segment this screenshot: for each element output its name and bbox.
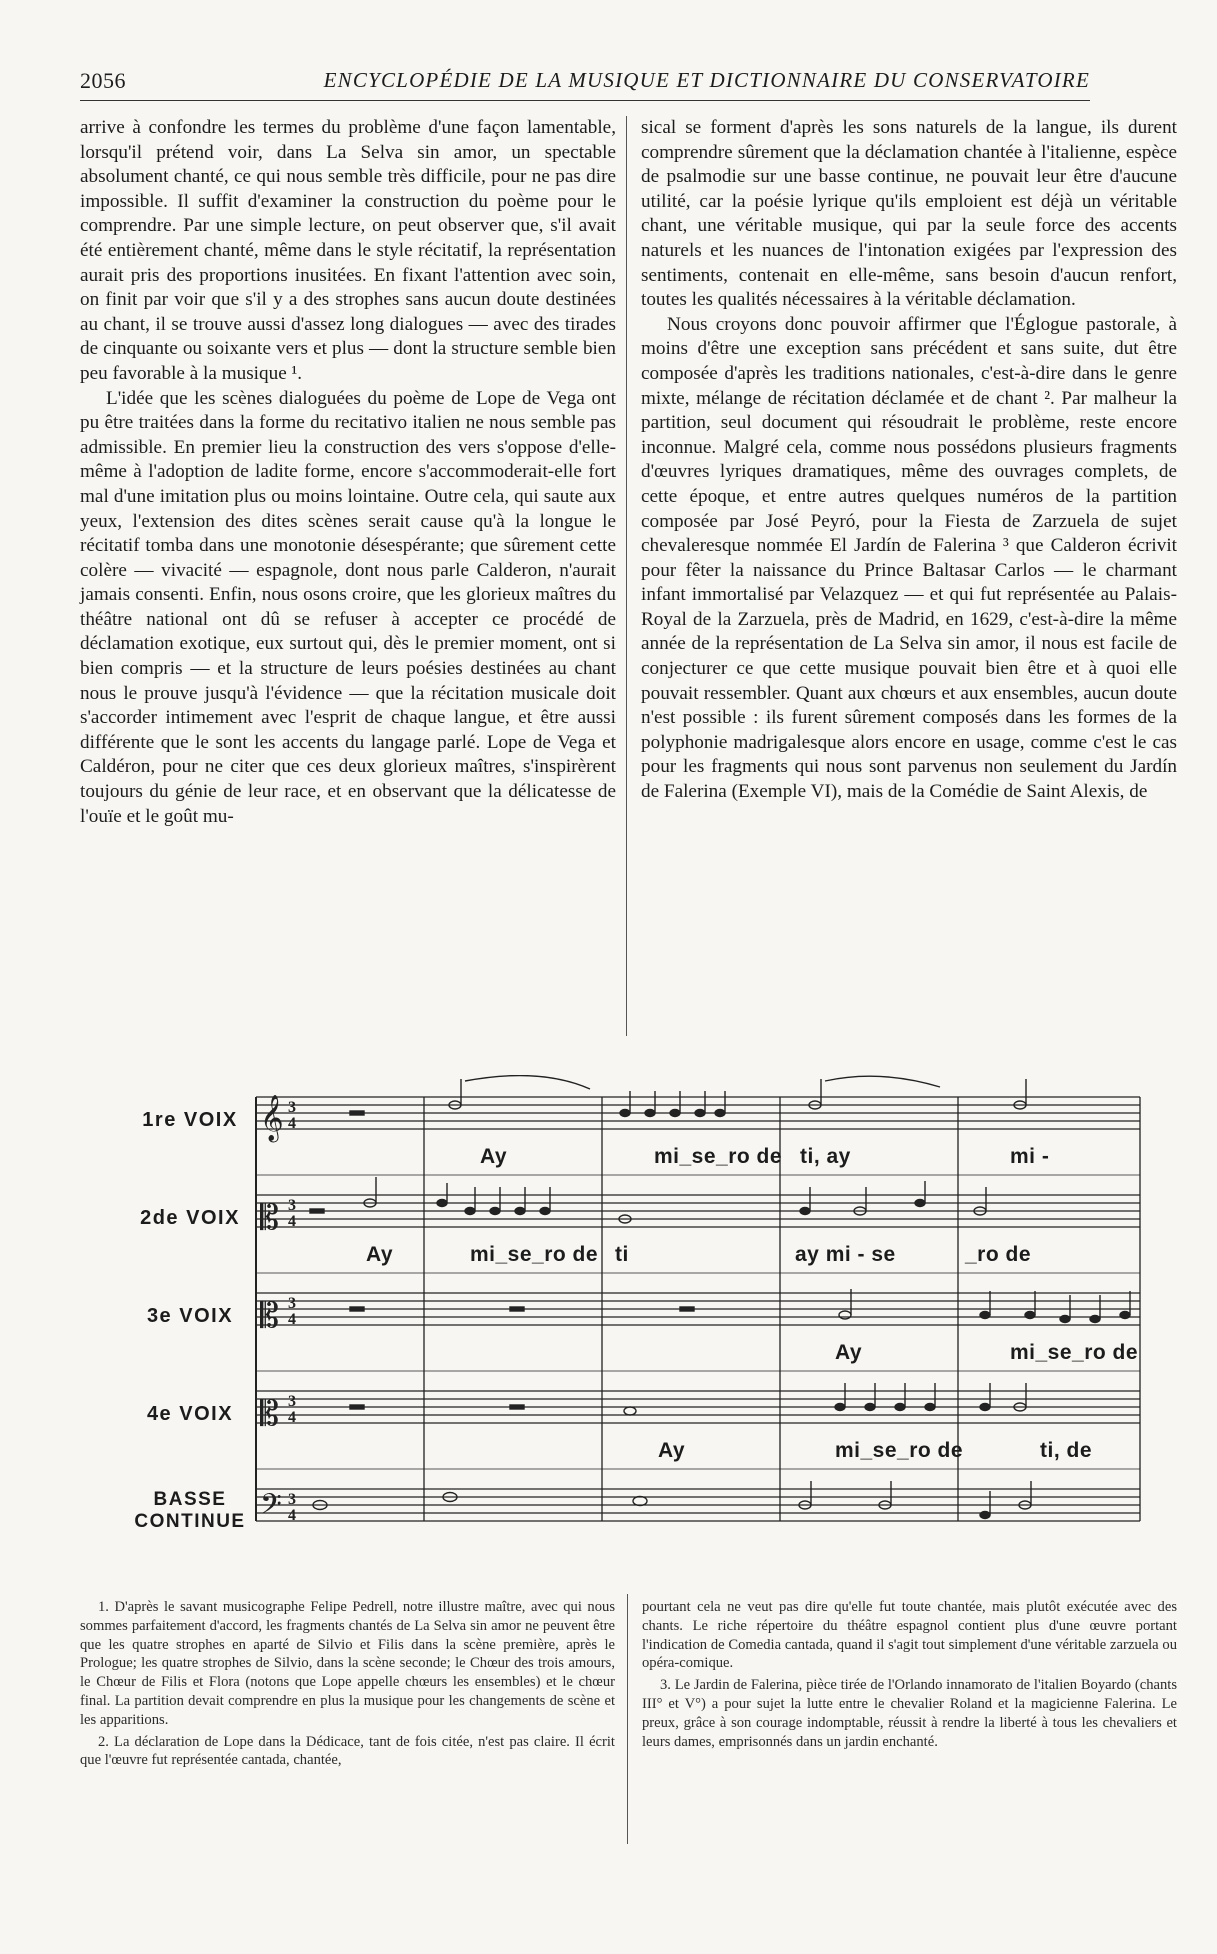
footnote: 1. D'après le savant musicographe Felipe Pedrell, notre illustre maître, avec qui nous sommes parfaitement d'accord, les fragments chantés de La Selva sin amor ne peuvent être que les quatre strophes en aparté de Silvio et Filis dans la scène première, après le Prologue; les quatre strophes de Silvio, dans la scène seconde; le Chœur des trois amours, le Chœur de Filis et Flora (notons que Lope appelle chœurs les ensembles) et le chœur final. La partition devait comprendre en plus la musique pour les changements de scène et les apparitions.: [80, 1599, 615, 1728]
staff-5: [256, 1489, 1140, 1521]
footnotes-left: [80, 1598, 615, 1773]
paragraph: Nous croyons donc pouvoir affirmer que l'Églogue pastorale, à moins d'être une exception sans précédent et sans suite, dut être composée d'après les traditions nationales, c'est-à-dire dans le genre mixte, mélange de récitation déclamée et de chant ². Par malheur la partition, seul document qui résoudrait le problème, reste encore inconnue. Malgré cela, comme nous possédons plusieurs fragments d'œuvres lyriques dramatiques, même des ouvrages complets, de cette époque, et entre autres quelques numéros de la partition composée par José Peyró, pour la Fiesta de Zarzuela de sujet chevaleresque nommée El Jardín de Falerina ³ que Calderon écrivit pour fêter la naissance du Prince Baltasar Carlos — le charmant infant immortalisé par Velazquez — et qui fut représentée au Palais-Royal de la Zarzuela, près de Madrid, en 1629, c'est-à-dire la même année de la représentation de La Selva sin amor, il nous est facile de conjecturer ce que cette musique pouvait bien être et à quoi elle pouvait ressembler. Quant aux chœurs et aux ensembles, aucun doute n'est possible : ils furent sûrement composés dans les formes de la polyphonie madrigalesque alors encore en usage, comme c'est le cas pour les fragments qui nous sont parvenus non seulement du Jardín de Falerina (Exemple VI), mais de la Comédie de Saint Alexis, de: [641, 313, 1177, 803]
voice-label: 1re VOIX: [142, 1109, 238, 1131]
svg-text:3: 3: [288, 1491, 296, 1508]
svg-text:4: 4: [288, 1213, 296, 1230]
lyric: ti, de: [1040, 1439, 1093, 1462]
lyric: mi_se_ro de: [654, 1145, 783, 1168]
svg-text:3: 3: [288, 1393, 296, 1410]
footnote: pourtant cela ne veut pas dire qu'elle fut toute chantée, mais plutôt exécutée avec des chants. Le riche répertoire du théâtre espagnol contient plus d'une œuvre portant l'indication de Comedia cantada, quand il s'agit tout simplement d'une véritable zarzuela ou opéra-comique.: [642, 1599, 1177, 1672]
voice-label: 4e VOIX: [146, 1403, 234, 1425]
musical-score: [80, 1075, 1180, 1545]
footnote: 2. La déclaration de Lope dans la Dédicace, tant de fois citée, n'est pas claire. Il écrit que l'œuvre fut représentée cantada, chantée,: [80, 1733, 615, 1769]
staff-3: [256, 1293, 1140, 1325]
right-column: [641, 116, 1177, 805]
svg-text:3: 3: [288, 1197, 296, 1214]
lyric: ti: [615, 1243, 629, 1266]
footnote: 3. Le Jardin de Falerina, pièce tirée de l'Orlando innamorato de l'italien Boyardo (chants III° et V°) a pour sujet la lutte entre le chevalier Roland et la magicienne Falerina. Le preux, grâce à son courage indomptable, réussit à rendre la liberté à tous les chevaliers et leurs dames, emprisonnés dans un jardin enchanté.: [642, 1677, 1177, 1750]
c-clef-icon: 𝄡: [260, 1198, 279, 1238]
lyric: ay mi - se: [795, 1243, 896, 1266]
svg-text:4: 4: [288, 1311, 296, 1328]
lyric: mi_se_ro de: [1010, 1341, 1139, 1364]
footnotes-right: [642, 1598, 1177, 1754]
voice-label: 3e VOIX: [146, 1305, 234, 1327]
bass-clef-icon: 𝄢: [260, 1488, 282, 1528]
paragraph: sical se forment d'après les sons naturels de la langue, ils durent comprendre sûrement que la déclamation chantée à l'italienne, espèce de psalmodie sur une basse continue, ne pouvait leur être d'aucune utilité, car la poésie lyrique qu'ils emploient est déjà un véritable chant, une véritable musique, qui par la seule force des accents naturels et les nuances de l'intonation exigées par l'expression des sentiments, contenait en elle-même, sans besoin d'aucun renfort, toutes les qualités nécessaires à la véritable déclamation.: [641, 117, 1177, 311]
paragraph: arrive à confondre les termes du problème d'une façon lamentable, lorsqu'il prétend voir, dans La Selva sin amor, un spectable absolument chanté, ce qui nous semble très difficile, pour ne pas dire impossible. Il suffit d'examiner la construction du poème pour le comprendre. Par une simple lecture, on peut observer que, s'il avait été entièrement chanté, même dans le style récitatif, la représentation aurait pris des proportions inusitées. En fixant l'attention avec soin, on finit par voir que s'il y a des strophes sans aucun doute destinées au chant, il se trouve aussi d'assez long dialogues — avec des tirades de cinquante ou soixante vers et plus — dont la structure semble bien peu favorable à la musique ¹.: [80, 117, 616, 384]
lyric: mi_se_ro de: [470, 1243, 599, 1266]
svg-text:3: 3: [288, 1099, 296, 1116]
c-clef-icon: 𝄡: [260, 1296, 279, 1336]
lyric: Ay: [480, 1145, 508, 1168]
column-divider: [626, 116, 627, 1036]
voice-label: 2de VOIX: [140, 1207, 240, 1229]
lyric: Ay: [366, 1243, 394, 1266]
svg-text:4: 4: [288, 1409, 296, 1426]
page-number: 2056: [80, 68, 126, 93]
svg-text:3: 3: [288, 1295, 296, 1312]
lyric: mi_se_ro de: [835, 1439, 964, 1462]
staff-4: [256, 1391, 1140, 1423]
paragraph: L'idée que les scènes dialoguées du poème de Lope de Vega ont pu être traitées dans la forme du recitativo italien ne nous semble pas admissible. En premier lieu la construction des vers s'oppose d'elle-même à l'adoption de ladite forme, encore s'accommoderait-elle fort mal d'une imitation plus ou moins lointaine. Outre cela, qui saute aux yeux, l'extension des dites scènes serait cause qu'à la longue le récitatif tomba dans une monotonie désespérante; que sûrement cette colère — vivacité — espagnole, dont nous parle Calderon, n'aurait jamais consenti. Enfin, nous osons croire, que les glorieux maîtres du théâtre national ont dû se refuser à accepter ce procédé de déclamation exotique, eux surtout qui, dès le premier moment, ont si bien compris — et la structure de leurs poésies destinées au chant nous le prouve jusqu'à l'évidence — que la récitation musicale doit s'accorder intimement avec l'esprit de chaque langue, et être aussi différente que le sont les accents du langage parlé. Lope de Vega et Caldéron, pour ne citer que ces deux glorieux maîtres, s'inspirèrent toujours du génie de leur race, et en observant que la délicatesse de l'ouïe et le goût mu-: [80, 387, 616, 827]
page-header: [80, 66, 1090, 101]
c-clef-icon: 𝄡: [260, 1394, 279, 1434]
lyric: mi -: [1010, 1145, 1050, 1168]
lyric: ti, ay: [800, 1145, 851, 1168]
voice-label: BASSE CONTINUE: [134, 1489, 246, 1532]
svg-text:4: 4: [288, 1115, 296, 1132]
lyric: _ro de: [965, 1243, 1032, 1266]
staff-2: [256, 1195, 1140, 1227]
left-column: [80, 116, 616, 829]
svg-text:4: 4: [288, 1507, 296, 1524]
lyric: Ay: [835, 1341, 863, 1364]
treble-clef-icon: 𝄞: [260, 1095, 284, 1141]
running-title: ENCYCLOPÉDIE DE LA MUSIQUE ET DICTIONNAIRE DU CONSERVATOIRE: [323, 68, 1090, 92]
lyric: Ay: [658, 1439, 686, 1462]
footnote-divider: [627, 1594, 628, 1844]
